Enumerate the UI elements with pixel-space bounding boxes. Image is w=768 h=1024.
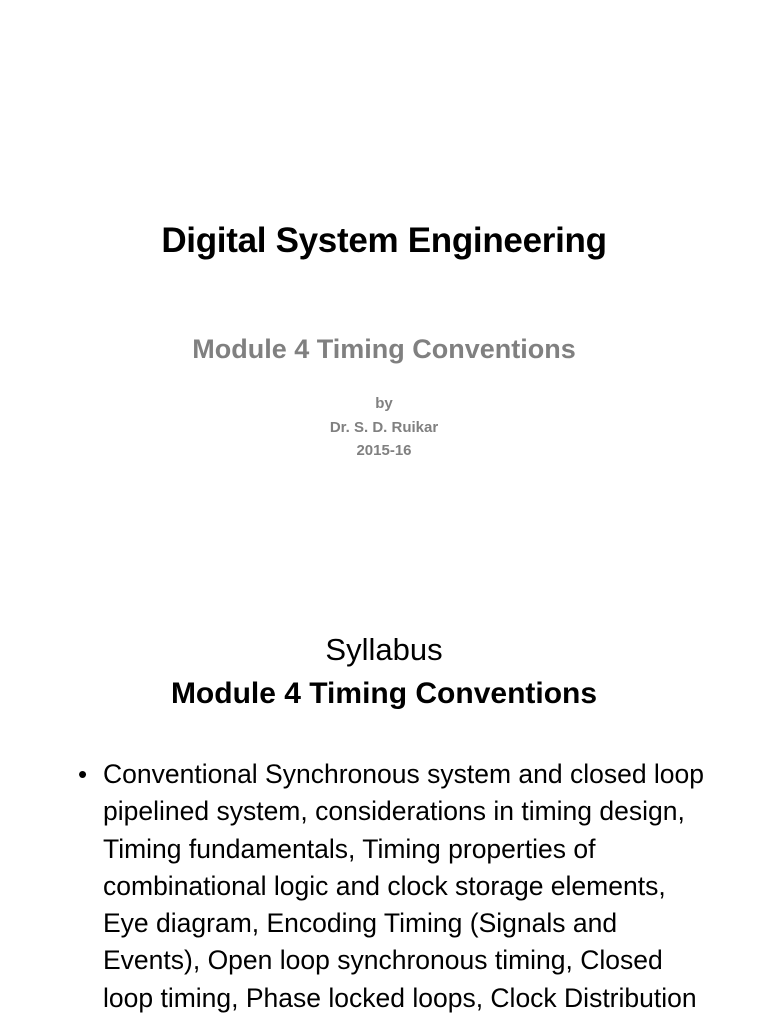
bullet-icon: • xyxy=(78,759,88,789)
list-item xyxy=(78,756,708,1017)
syllabus-bullet-list xyxy=(78,756,708,1017)
presentation-title: Digital System Engineering xyxy=(161,221,607,260)
byline-by: by xyxy=(375,395,393,412)
presentation-subtitle: Module 4 Timing Conventions xyxy=(192,334,576,364)
syllabus-module-title: Module 4 Timing Conventions xyxy=(170,677,598,710)
syllabus-heading: Syllabus xyxy=(325,632,443,667)
author-name: Dr. S. D. Ruikar xyxy=(329,418,439,436)
byline xyxy=(0,392,768,463)
syllabus-slide xyxy=(0,576,768,1024)
academic-year: 2015-16 xyxy=(356,442,412,459)
syllabus-topics-text: Conventional Synchronous system and closed loop pipelined system, considerations in timing design, Timing fundamentals, Timing properties of combinational logic and clock storage elements, Eye diagram, Encoding Timing (Signals and Events), Open loop synchronous timing, Closed loop timing, Phase locked loops, Clock Distribution xyxy=(103,759,705,1013)
